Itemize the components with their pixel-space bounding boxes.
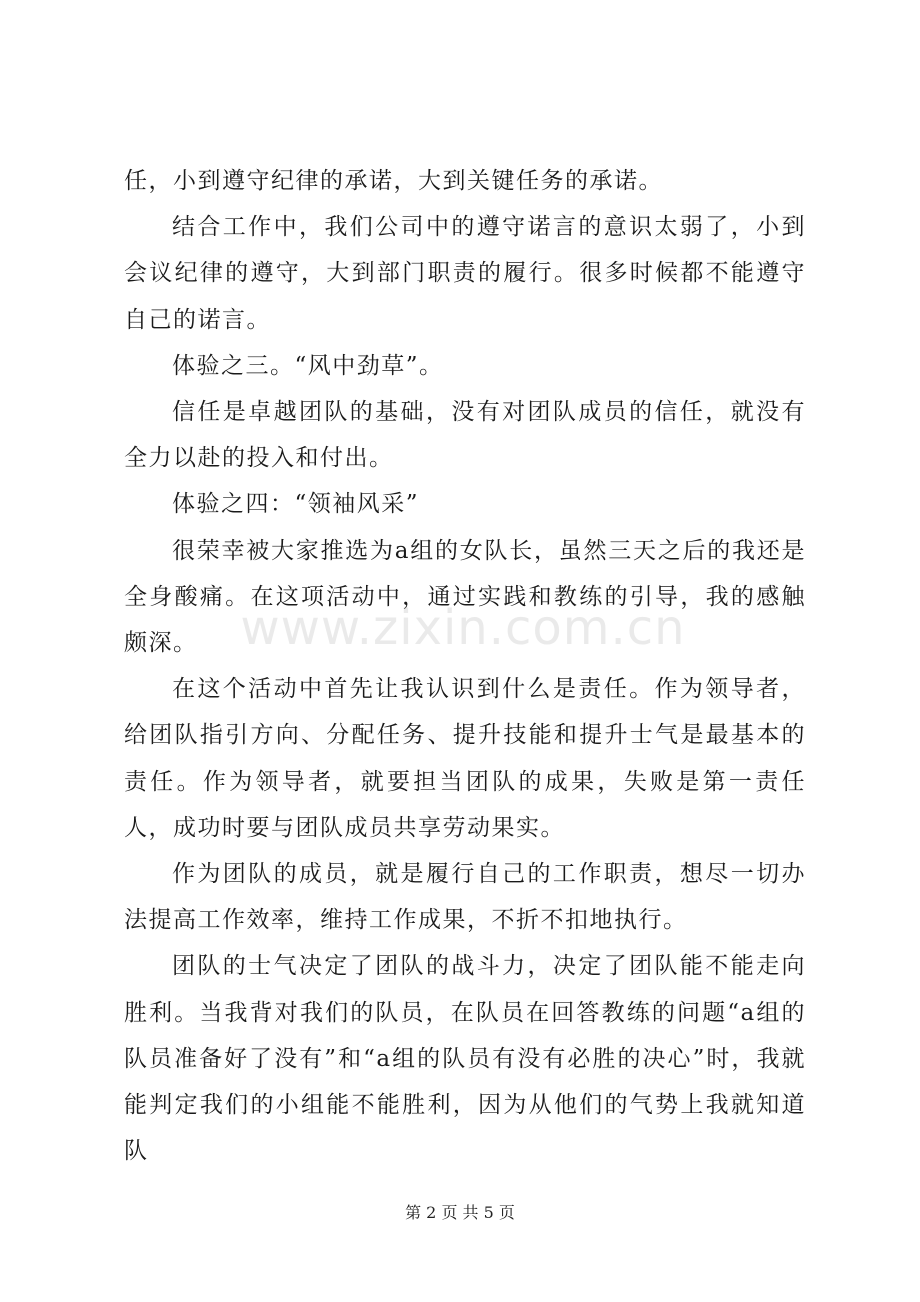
paragraph-5: 体验之四：“领袖风采” <box>172 491 420 518</box>
paragraph-8: 作为团队的成员，就是履行自己的工作职责，想尽一切办法提高工作效率，维持工作成果，不折不扣地执行。 <box>124 861 806 934</box>
paragraph-3: 体验之三。“风中劲草”。 <box>172 352 444 379</box>
paragraph-4: 信任是卓越团队的基础，没有对团队成员的信任，就没有全力以赴的投入和付出。 <box>124 399 806 472</box>
watermark: www.zixin.com.cn <box>240 600 686 656</box>
paragraph-6: 很荣幸被大家推选为a组的女队长，虽然三天之后的我还是全身酸痛。在这项活动中，通过实践和教练的引导，我的感触颇深。 <box>124 537 806 657</box>
paragraph-1: 任，小到遵守纪律的承诺，大到关键任务的承诺。 <box>124 168 663 194</box>
paragraph-2: 结合工作中，我们公司中的遵守诺言的意识太弱了，小到会议纪律的遵守，大到部门职责的履行。很多时候都不能遵守自己的诺言。 <box>124 214 806 333</box>
paragraph-9: 团队的士气决定了团队的战斗力，决定了团队能不能走向胜利。当我背对我们的队员，在队员在回答教练的问题“a组的队员准备好了没有”和“a组的队员有没有必胜的决心”时，我就能判定我们的小组能不能胜利，因为从他们的气势上我就知道队 <box>124 953 806 1165</box>
document-body <box>124 158 806 1174</box>
page-footer: 第 2 页 共 5 页 <box>405 1203 515 1222</box>
paragraph-7: 在这个活动中首先让我认识到什么是责任。作为领导者，给团队指引方向、分配任务、提升技能和提升士气是最基本的责任。作为领导者，就要担当团队的成果，失败是第一责任人，成功时要与团队成员共享劳动果实。 <box>124 676 806 841</box>
